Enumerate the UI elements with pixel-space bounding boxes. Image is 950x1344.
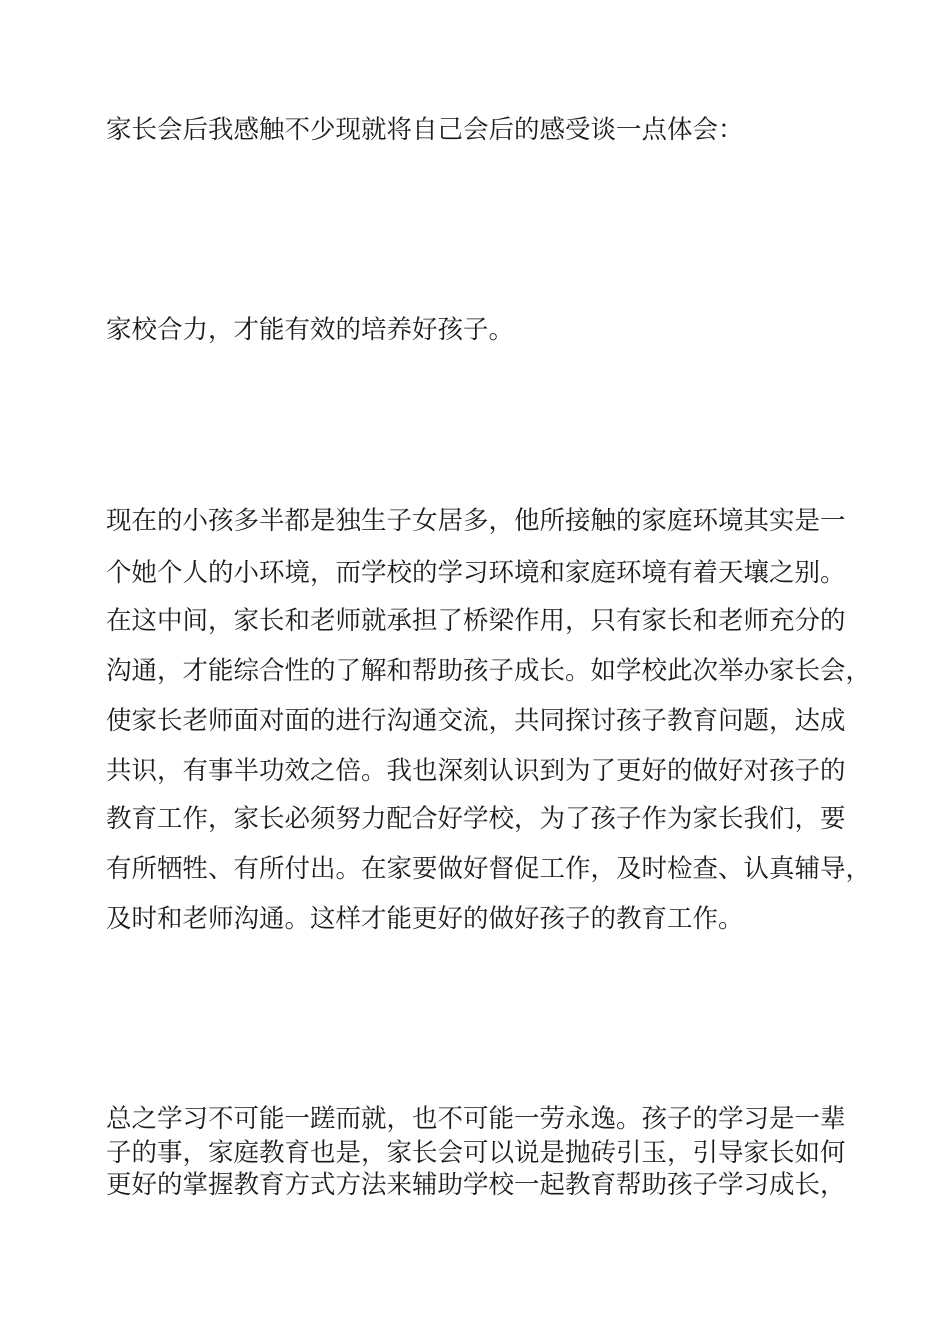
paragraph-line: 更好的掌握教育方式方法来辅助学校一起教育帮助孩子学习成长， [106, 1170, 846, 1200]
paragraph-line: 及时和老师沟通。这样才能更好的做好孩子的教育工作。 [106, 904, 744, 934]
paragraph-line: 有所牺牲、有所付出。在家要做好督促工作，及时检查、认真辅导， [106, 854, 872, 884]
paragraph-line: 沟通，才能综合性的了解和帮助孩子成长。如学校此次举办家长会， [106, 656, 872, 686]
paragraph-line: 共识，有事半功效之倍。我也深刻认识到为了更好的做好对孩子的 [106, 756, 846, 786]
section-heading: 家校合力，才能有效的培养好孩子。 [106, 315, 515, 345]
paragraph-line: 教育工作，家长必须努力配合好学校，为了孩子作为家长我们，要 [106, 804, 846, 834]
paragraph-line: 使家长老师面对面的进行沟通交流，共同探讨孩子教育问题，达成 [106, 706, 846, 736]
paragraph-line: 在这中间，家长和老师就承担了桥梁作用，只有家长和老师充分的 [106, 606, 846, 636]
paragraph-line: 现在的小孩多半都是独生子女居多，他所接触的家庭环境其实是一 [106, 506, 846, 536]
paragraph-line: 子的事，家庭教育也是，家长会可以说是抛砖引玉，引导家长如何 [106, 1138, 846, 1168]
intro-text: 家长会后我感触不少现就将自己会后的感受谈一点体会： [106, 115, 744, 145]
paragraph-line: 个她个人的小环境，而学校的学习环境和家庭环境有着天壤之别。 [106, 558, 846, 588]
paragraph-line: 总之学习不可能一蹉而就，也不可能一劳永逸。孩子的学习是一辈 [106, 1104, 846, 1134]
